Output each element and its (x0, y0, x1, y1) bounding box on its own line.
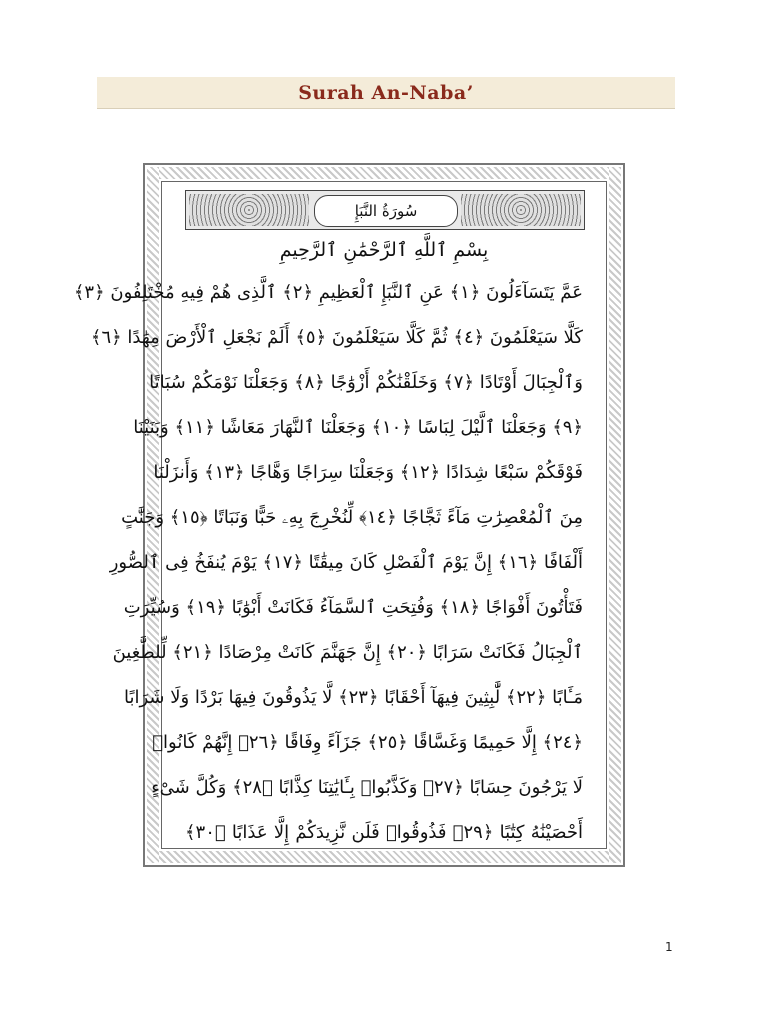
verse-line: ﴿٢٤﴾ إِلَّا حَمِيمًا وَغَسَّاقًا ﴿٢٥﴾ جَزَآءً وِفَاقًا ﴿٢٦﴾ إِنَّهُمْ كَانُوا۟ (152, 732, 583, 753)
verse-line: ٱلْجِبَالُ فَكَانَتْ سَرَابًا ﴿٢٠﴾ إِنَّ جَهَنَّمَ كَانَتْ مِرْصَادًا ﴿٢١﴾ لِّلطَّٰغِينَ (112, 642, 583, 663)
header-ornament-right-icon (461, 194, 581, 226)
basmala: بِسْمِ ٱللَّهِ ٱلرَّحْمَٰنِ ٱلرَّحِيمِ (279, 239, 489, 261)
mushaf-page-frame (73, 163, 625, 867)
header-ornament-left-icon (189, 194, 309, 226)
verse-line: فَوْقَكُمْ سَبْعًا شِدَادًا ﴿١٢﴾ وَجَعَلْنَا سِرَاجًا وَهَّاجًا ﴿١٣﴾ وَأَنزَلْنَا (153, 462, 583, 483)
verse-line: فَتَأْتُونَ أَفْوَاجًا ﴿١٨﴾ وَفُتِحَتِ ٱلسَّمَآءُ فَكَانَتْ أَبْوَٰبًا ﴿١٩﴾ وَسُيِّرَتِ (123, 597, 583, 618)
surah-header-panel (185, 190, 585, 230)
surah-title: Surah An-Naba’ (298, 81, 474, 104)
verse-line: عَمَّ يَتَسَآءَلُونَ ﴿١﴾ عَنِ ٱلنَّبَإِ ٱلْعَظِيمِ ﴿٢﴾ ٱلَّذِى هُمْ فِيهِ مُخْتَلِفُونَ ﴿٣﴾ (73, 282, 583, 303)
surah-title-bar (97, 77, 675, 109)
surah-name-arabic: سُورَةُ النَّبَإِ (354, 202, 418, 220)
verse-line: وَٱلْجِبَالَ أَوْتَادًا ﴿٧﴾ وَخَلَقْنَٰكُمْ أَزْوَٰجًا ﴿٨﴾ وَجَعَلْنَا نَوْمَكُمْ سُبَاتًا (149, 372, 583, 393)
verse-line: مَـَٔابًا ﴿٢٢﴾ لَّٰبِثِينَ فِيهَآ أَحْقَابًا ﴿٢٣﴾ لَّا يَذُوقُونَ فِيهَا بَرْدًا وَلَا شَرَابًا (123, 687, 583, 708)
verse-line: كَلَّا سَيَعْلَمُونَ ﴿٤﴾ ثُمَّ كَلَّا سَيَعْلَمُونَ ﴿٥﴾ أَلَمْ نَجْعَلِ ٱلْأَرْضَ مِهَٰدًا ﴿٦﴾ (90, 327, 583, 348)
verse-line: لَا يَرْجُونَ حِسَابًا ﴿٢٧﴾ وَكَذَّبُوا۟ بِـَٔايَٰتِنَا كِذَّابًا ﴿٢٨﴾ وَكُلَّ شَىْءٍ (151, 777, 583, 798)
page-number: 1 (665, 940, 673, 954)
verse-line: ﴿٩﴾ وَجَعَلْنَا ٱلَّيْلَ لِبَاسًا ﴿١٠﴾ وَجَعَلْنَا ٱلنَّهَارَ مَعَاشًا ﴿١١﴾ وَبَنَيْنَا (133, 417, 583, 438)
verse-line: أَلْفَافًا ﴿١٦﴾ إِنَّ يَوْمَ ٱلْفَصْلِ كَانَ مِيقَٰتًا ﴿١٧﴾ يَوْمَ يُنفَخُ فِى ٱلصُّورِ (109, 552, 583, 573)
verse-line: أَحْصَيْنَٰهُ كِتَٰبًا ﴿٢٩﴾ فَذُوقُوا۟ فَلَن نَّزِيدَكُمْ إِلَّا عَذَابًا ﴿٣٠﴾ (185, 822, 583, 843)
verse-line: مِنَ ٱلْمُعْصِرَٰتِ مَآءً ثَجَّاجًا ﴿١٤﴾ لِّنُخْرِجَ بِهِۦ حَبًّا وَنَبَاتًا ﴿١٥﴾ وَجَنَّٰتٍ (121, 507, 583, 528)
verse-lines (73, 270, 583, 855)
surah-name-cartouche (314, 195, 458, 227)
